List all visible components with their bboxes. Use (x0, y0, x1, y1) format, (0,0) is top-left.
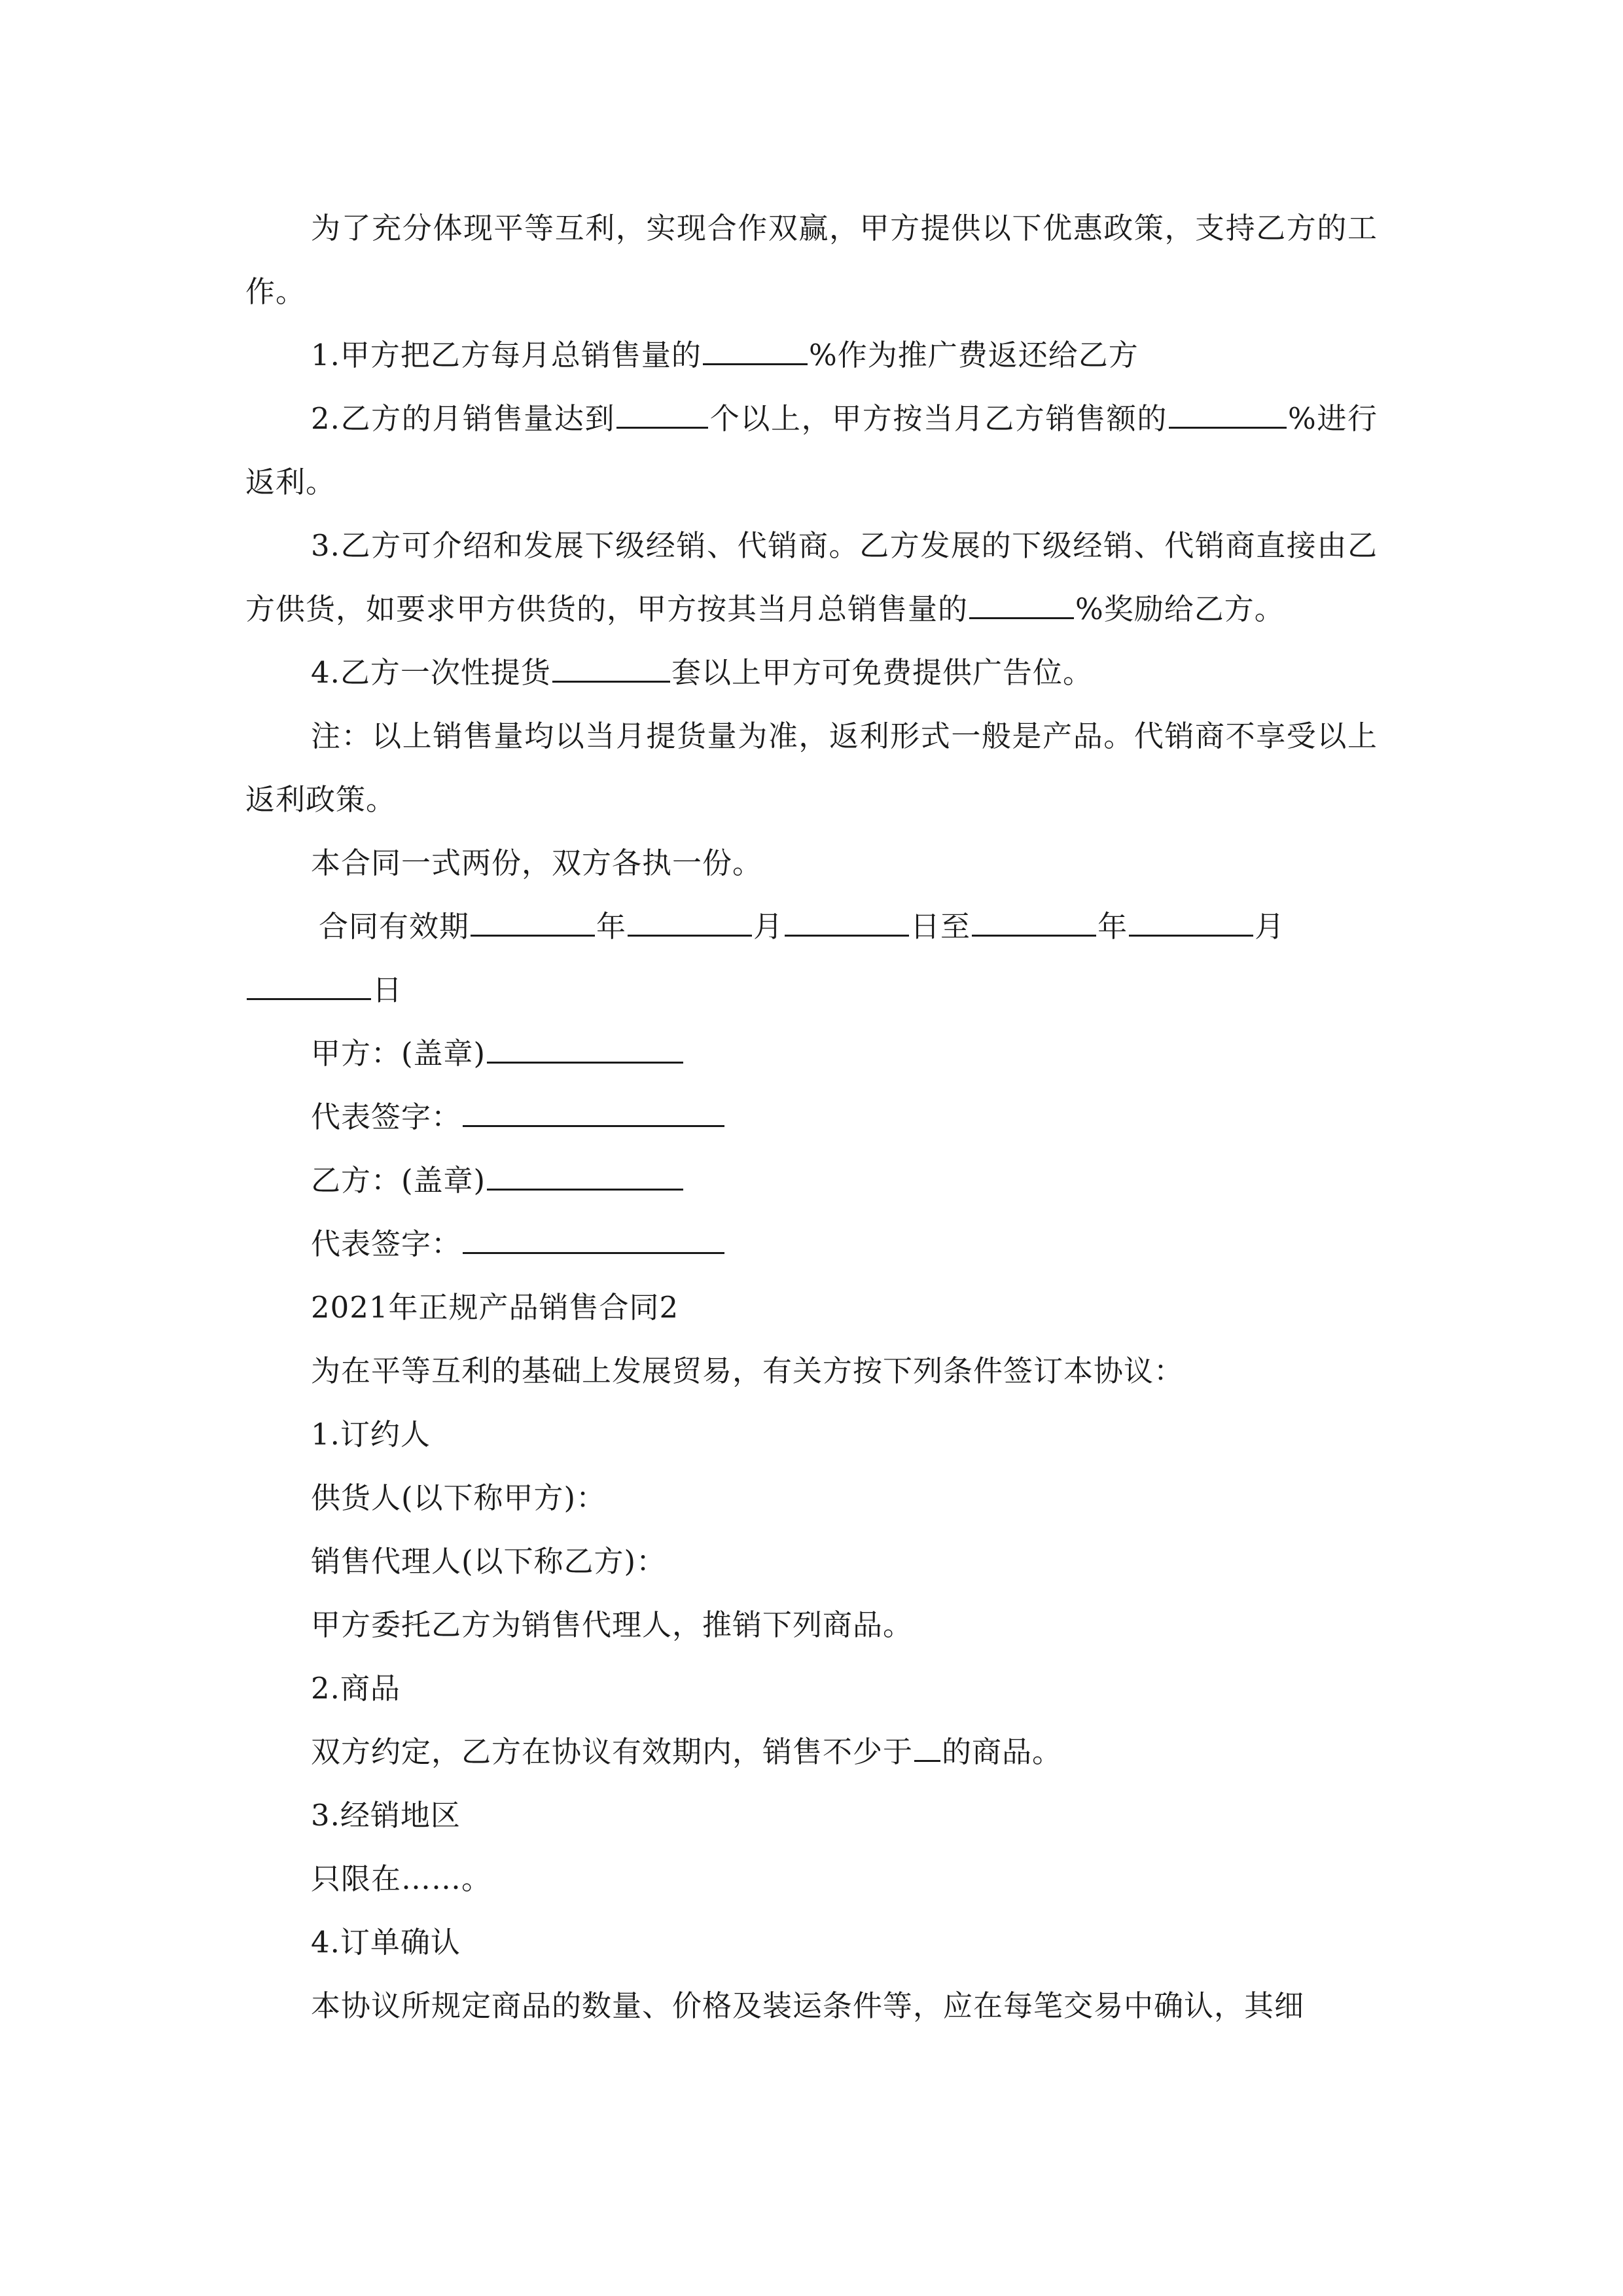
goods-text-after: 的商品。 (942, 1734, 1063, 1769)
item4-text-before: 4.乙方一次性提货 (311, 655, 551, 690)
section-2-heading (245, 1657, 1378, 1720)
contract2-title (245, 1276, 1378, 1339)
supplier-line (245, 1466, 1378, 1530)
order-confirm-text: 本协议所规定商品的数量、价格及装运条件等，应在每笔交易中确认，其细 (311, 1988, 1305, 2023)
contract2-intro-text: 为在平等互利的基础上发展贸易，有关方按下列条件签订本协议： (311, 1354, 1185, 1388)
blank-line (628, 911, 752, 937)
policy-intro-text: 为了充分体现平等互利，实现合作双赢，甲方提供以下优惠政策，支持乙方的工作。 (245, 211, 1378, 309)
signature-blank-line (463, 1229, 724, 1254)
entrust-text: 甲方委托乙方为销售代理人，推销下列商品。 (311, 1607, 914, 1642)
item3-text-after: %奖励给乙方。 (1075, 592, 1285, 626)
blank-line (1169, 403, 1287, 429)
copies-paragraph (245, 831, 1378, 895)
day-to-label: 日至 (910, 909, 971, 944)
validity-label: 合同有效期 (319, 909, 470, 944)
blank-line (247, 975, 371, 1000)
blank-line (616, 403, 708, 429)
year-label: 年 (596, 909, 627, 944)
note-text: 注：以上销售量均以当月提货量为准，返利形式一般是产品。代销商不享受以上返利政策。 (245, 719, 1378, 817)
blank-line (1129, 911, 1253, 937)
policy-item-1 (245, 323, 1378, 387)
contract2-intro (245, 1339, 1378, 1403)
year-label: 年 (1097, 909, 1128, 944)
party-b-rep-line (245, 1212, 1378, 1276)
validity-line (245, 895, 1378, 958)
item1-text-after: %作为推广费返还给乙方 (808, 338, 1139, 372)
item2-text-middle: 个以上，甲方按当月乙方销售额的 (709, 401, 1168, 436)
rep-sign-label: 代表签字： (311, 1227, 462, 1261)
signature-blank-line (487, 1038, 683, 1064)
section-3-text: 3.经销地区 (311, 1798, 461, 1833)
section-2-text: 2.商品 (311, 1671, 401, 1706)
section-1-text: 1.订约人 (311, 1417, 431, 1452)
party-a-seal-label: 甲方：(盖章) (311, 1036, 486, 1071)
blank-line (785, 911, 909, 937)
section-1-heading (245, 1403, 1378, 1466)
signature-blank-line (487, 1165, 683, 1191)
entrust-line (245, 1593, 1378, 1657)
order-confirm-line (245, 1974, 1378, 2037)
validity-line-end (245, 958, 1378, 1022)
item1-text-before: 1.甲方把乙方每月总销售量的 (311, 338, 702, 372)
section-4-text: 4.订单确认 (311, 1925, 461, 1960)
copies-text: 本合同一式两份，双方各执一份。 (311, 846, 763, 880)
party-a-seal-line (245, 1022, 1378, 1085)
item4-text-after: 套以上甲方可免费提供广告位。 (671, 655, 1093, 690)
rep-sign-label: 代表签字： (311, 1100, 462, 1134)
blank-line (552, 657, 670, 683)
day-label: 日 (372, 973, 403, 1007)
blank-line (471, 911, 595, 937)
supplier-label: 供货人(以下称甲方)： (311, 1480, 607, 1515)
note-paragraph (245, 704, 1378, 831)
document-body (245, 196, 1378, 2037)
item2-text-before: 2.乙方的月销售量达到 (311, 401, 616, 436)
blank-line (703, 340, 808, 365)
item3-text-before: 3.乙方可介绍和发展下级经销、代销商。乙方发展的下级经销、代销商直接由乙方供货，如要求甲方供货的，甲方按其当月总销售量的 (245, 528, 1378, 626)
policy-intro-paragraph (245, 196, 1378, 323)
goods-line (245, 1720, 1378, 1784)
goods-text-before: 双方约定，乙方在协议有效期内，销售不少于 (311, 1734, 914, 1769)
party-a-rep-line (245, 1085, 1378, 1149)
region-line (245, 1847, 1378, 1910)
agent-line (245, 1530, 1378, 1593)
blank-line (969, 594, 1074, 619)
section-3-heading (245, 1784, 1378, 1847)
party-b-seal-line (245, 1149, 1378, 1212)
item2-text-after: %进行返利。 (245, 401, 1378, 499)
region-text: 只限在……。 (311, 1861, 492, 1896)
blank-line (914, 1736, 940, 1762)
contract2-title-text: 2021年正规产品销售合同2 (311, 1290, 679, 1325)
month-label: 月 (1255, 909, 1285, 944)
agent-label: 销售代理人(以下称乙方)： (311, 1544, 667, 1579)
section-4-heading (245, 1910, 1378, 1974)
party-b-seal-label: 乙方：(盖章) (311, 1163, 486, 1198)
policy-item-2 (245, 387, 1378, 514)
policy-item-4 (245, 641, 1378, 704)
month-label: 月 (753, 909, 784, 944)
policy-item-3 (245, 514, 1378, 641)
signature-blank-line (463, 1102, 724, 1127)
blank-line (972, 911, 1096, 937)
